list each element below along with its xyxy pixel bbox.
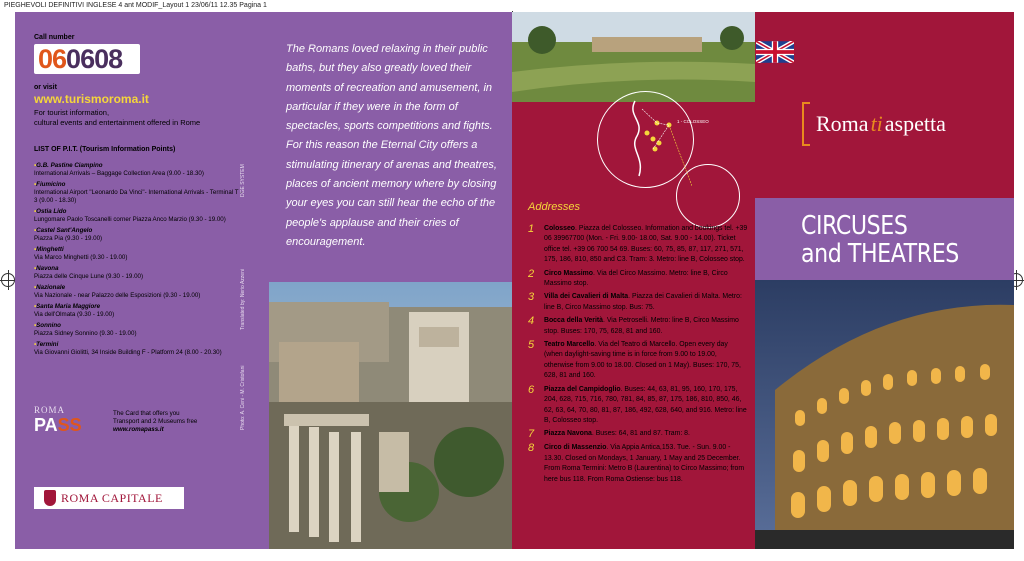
pit-detail: Piazza Pia (9.30 - 19.00) [34, 235, 103, 242]
address-number: 2 [528, 267, 535, 280]
pit-detail: Lungomare Paolo Toscanelli corner Piazza Anco Marzio (9.30 - 19.00) [34, 216, 226, 223]
pit-detail: Via dell'Olmata (9.30 - 19.00) [34, 311, 115, 318]
address-text [544, 316, 748, 337]
file-header: PIEGHEVOLI DEFINITIVI INGLESE 4 ant MODIF_Layout 1 23/06/11 12.35 Pagina 1 [0, 0, 1024, 12]
credit-dge: DGE SYSTEM [240, 164, 246, 197]
romapass-url[interactable]: www.romapass.it [113, 426, 164, 433]
address-list [528, 224, 748, 488]
credit-photo: Photo: A. Ceni - M. Cristofani [240, 365, 246, 430]
cover-title-line-1: CIRCUSES [801, 211, 908, 241]
pit-name: • Nazionale [34, 284, 244, 292]
pit-item [34, 322, 244, 338]
call-number [34, 44, 140, 74]
brand-aspetta: aspetta [884, 111, 946, 136]
address-name: Circo Massimo [544, 269, 594, 277]
colosseum-photo [755, 280, 1014, 549]
pit-item [34, 181, 244, 205]
pit-item [34, 303, 244, 319]
pit-item [34, 265, 244, 281]
address-name: Piazza Navona [544, 430, 592, 438]
address-details: . Via Appia Antica,153. Tue. - Sun. 9.00 - 13.30. Closed on Mondays, 1 January, 1 May and 25 December. From Roma Termini: Metro B (Laurentina) to Circo Massimo; from here bus 118. From Roma Ostiense: bus 118. [544, 444, 745, 483]
address-number: 5 [528, 339, 535, 352]
address-details: . Piazza dei Cavalieri di Malta. Metro: line B, Circo Massimo stop. Bus: 75. [544, 293, 742, 311]
romapass-line-2: Transport and 2 Museums free [113, 418, 198, 425]
cover-title-line-2: and THEATRES [801, 239, 959, 269]
pit-item [34, 162, 244, 178]
cover-title-box [755, 198, 1014, 280]
address-text [544, 429, 690, 440]
address-text [544, 224, 748, 266]
address-number: 3 [528, 291, 535, 304]
call-label: Call number [34, 34, 75, 41]
pit-detail: Piazza delle Cinque Lune (9.30 - 19.00) [34, 273, 144, 280]
pit-name: • Sonnino [34, 322, 244, 330]
address-name: Teatro Marcello [544, 341, 595, 349]
address-item [528, 443, 748, 485]
romapass-ss: SS [57, 415, 82, 435]
address-number: 4 [528, 315, 535, 328]
roma-capitale-logo [34, 487, 184, 509]
address-name: Piazza del Campidoglio [544, 385, 621, 393]
romapass-pa: PA [34, 415, 58, 435]
pit-item [34, 284, 244, 300]
credit-translation: Translated by: Nerio Azzeni [240, 269, 246, 330]
pit-detail: Piazza Sidney Sonnino (9.30 - 19.00) [34, 330, 137, 337]
address-number: 7 [528, 428, 535, 441]
roma-crest-icon [44, 490, 56, 506]
address-details: . Via del Circo Massimo. Metro: line B, Circo Massimo stop. [544, 269, 728, 288]
pit-name: • Ostia Lido [34, 208, 244, 216]
crop-mark-left [1, 273, 15, 287]
map-colosseo-label: 1 - COLOSSEO [677, 119, 709, 124]
address-details: . Buses: 64, 81 and 87. Tram: 8. [591, 430, 690, 438]
pit-name: • Termini [34, 341, 244, 349]
uk-flag-icon [756, 41, 794, 63]
address-name: Villa dei Cavalieri di Malta [544, 293, 629, 301]
pit-name: • Santa Maria Maggiore [34, 303, 244, 311]
address-name: Bocca della Verità [544, 317, 603, 325]
website-link[interactable]: www.turismoroma.it [34, 92, 149, 106]
address-item [528, 269, 748, 290]
call-number-suffix: 0608 [66, 44, 123, 74]
address-number: 1 [528, 223, 535, 235]
pit-name: • Fiumicino [34, 181, 244, 189]
pit-detail: Via Marco Minghetti (9.30 - 19.00) [34, 254, 128, 261]
pit-name: • G.B. Pastine Ciampino [34, 162, 244, 170]
address-item [528, 429, 748, 440]
pit-detail: Via Giovanni Giolitti, 34 Inside Building F - Platform 24 (8.00 - 20.30) [34, 349, 222, 356]
roma-ti-aspetta-logo [802, 103, 946, 145]
address-name: Circo di Massenzio [544, 444, 607, 452]
address-text [544, 443, 748, 485]
map-diagram [597, 91, 692, 186]
fold-strip [254, 12, 269, 549]
pit-item [34, 227, 244, 243]
pit-name: • Castel Sant'Angelo [34, 227, 244, 235]
circus-maximus-photo [512, 12, 755, 102]
call-number-prefix: 06 [38, 44, 67, 74]
address-item [528, 316, 748, 337]
address-text [544, 385, 748, 427]
roma-capitale-text: ROMA CAPITALE [61, 490, 163, 505]
address-item [528, 340, 748, 382]
pit-item [34, 341, 244, 357]
or-visit: or visit [34, 84, 57, 91]
pit-name: • Minghetti [34, 246, 244, 254]
map-circle-small [676, 164, 740, 228]
brand-bracket [802, 102, 810, 146]
pit-list [34, 162, 244, 360]
addresses-title: Addresses [528, 201, 580, 213]
pit-list-title: LIST OF P.I.T. (Tourism Information Points) [34, 146, 176, 153]
pit-name: • Navona [34, 265, 244, 273]
pit-detail: Via Nazionale - near Palazzo delle Esposizioni (9.30 - 19.00) [34, 292, 201, 299]
brand-ti: ti [870, 111, 883, 136]
pit-item [34, 208, 244, 224]
brand-roma: Roma [816, 111, 869, 136]
address-text [544, 292, 748, 313]
pit-detail: International Arrivals – Baggage Collection Area (9.00 - 18.30) [34, 170, 204, 177]
roman-forum-photo [269, 282, 512, 549]
tourist-info-line-2: cultural events and entertainment offered in Rome [34, 118, 201, 127]
tourist-info-line-1: For tourist information, [34, 108, 110, 117]
address-details: . Via Petroselli. Metro: line B, Circo Massimo stop. Buses: 170, 75, 628, 81 and 160. [544, 317, 739, 335]
address-item [528, 292, 748, 313]
address-item [528, 385, 748, 427]
romapass-logo [34, 405, 104, 435]
address-details: . Via del Teatro di Marcello. Open every day (when daylight-saving time is in force from 9.00 to 19.00, otherwise from 9.00 to 18.00. Closed on 1 May). Buses: 170, 75, 628, 81 and 160. [544, 341, 741, 380]
pit-detail: International Airport "Leonardo Da Vinci"- International Arrivals - Terminal T - 3 (9.00 - 18.30) [34, 189, 243, 204]
address-text [544, 340, 748, 382]
address-details: . Buses: 44, 63, 81, 95, 160, 170, 175, 204, 628, 715, 716, 780, 781, 84, 85, 87, 175, 186, 810, 850, 46, 62, 63, 64, 70, 80, 81, 87, 186, 492, 628, 640, and 916. Metro: line B, Colosseo stop. [544, 385, 747, 424]
pit-item [34, 246, 244, 262]
tourist-info [34, 108, 200, 128]
romapass-pass [34, 415, 104, 436]
address-item [528, 224, 748, 266]
address-number: 8 [528, 442, 535, 455]
romapass-line-1: The Card that offers you [113, 410, 180, 417]
quote-text: The Romans loved relaxing in their public baths, but they also greatly loved their moments of recreation and amusement, in particular if they were in the form of spectacles, sports competitions and fights. For this reason the Eternal City offers a stimulating itinerary of arenas and theatres, places of ancient memory where by closing your eyes you can still hear the echo of the people's applause and their cries of encouragement. [286, 43, 497, 248]
address-details: . Piazza del Colosseo. Information and bookings tel. +39 06 39967700 (Mon. - Fri. 9.00- 18.00, Sat. 9.00 - 14.00). Ticket office tel. +39 06 700 54 69. Buses: 60, 75, 85, 87, 117, 271, 571, 175, 186, 810, 850 and C3. Tram: 3. Metro: line B, Colosseo stop. [544, 225, 748, 264]
address-number: 6 [528, 383, 535, 396]
romapass-roma: ROMA [34, 405, 66, 415]
address-text [544, 269, 748, 290]
address-name: Colosseo [544, 225, 576, 232]
romapass-text [113, 410, 197, 434]
